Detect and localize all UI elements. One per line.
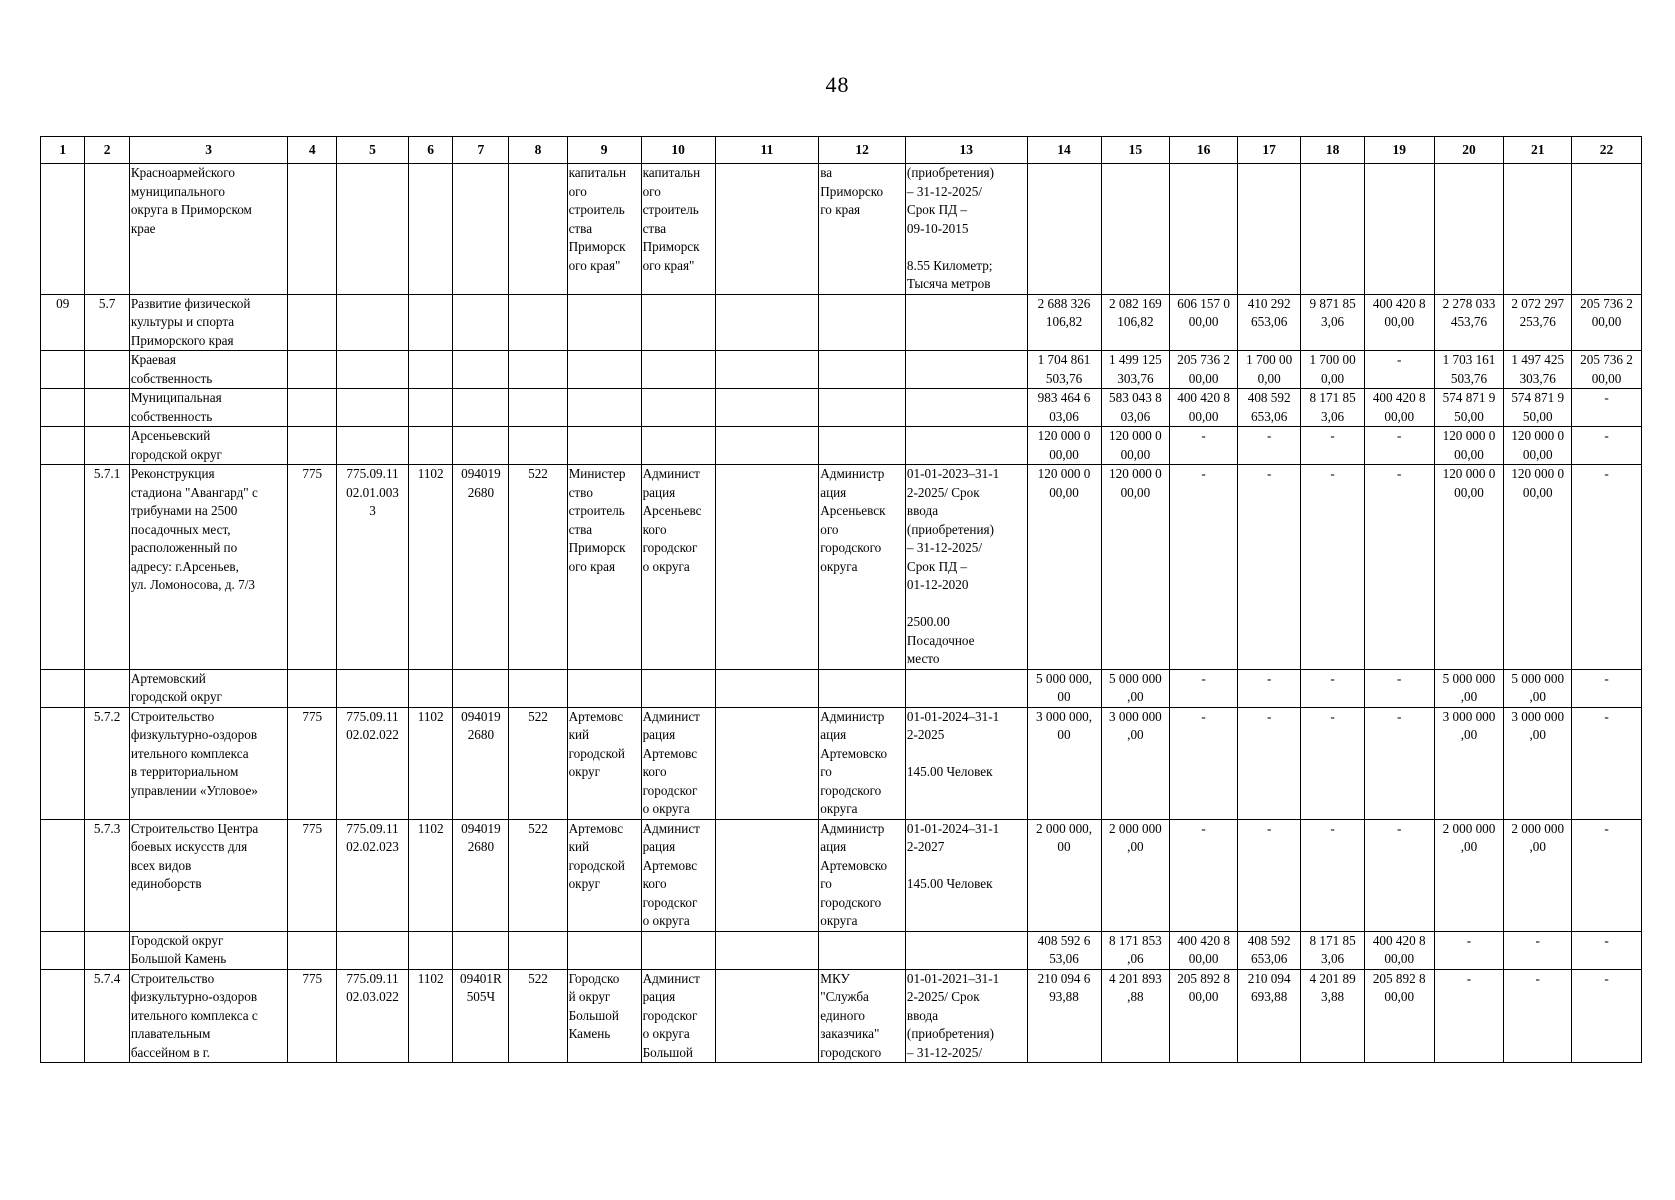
cell-col-20: 120 000 0 00,00 <box>1434 427 1504 465</box>
cell-col-9 <box>567 669 641 707</box>
cell-col-12 <box>819 389 906 427</box>
cell-col-10: Админист рация Артемовс кого городског о округа <box>641 819 715 931</box>
cell-col-15: 2 000 000 ,00 <box>1101 819 1170 931</box>
cell-col-7 <box>453 669 509 707</box>
cell-col-19: - <box>1364 465 1434 670</box>
cell-col-7 <box>453 427 509 465</box>
cell-col-14: 120 000 0 00,00 <box>1027 465 1101 670</box>
cell-col-12: Администр ация Арсеньевск ого городского округа <box>819 465 906 670</box>
cell-col-10: Админист рация городског о округа Большой <box>641 969 715 1063</box>
cell-col-16: - <box>1170 427 1238 465</box>
cell-col-21: 3 000 000 ,00 <box>1504 707 1572 819</box>
cell-col-18: 8 171 85 3,06 <box>1301 931 1364 969</box>
cell-col-12: Администр ация Артемовско го городского округа <box>819 707 906 819</box>
cell-col-14 <box>1027 164 1101 295</box>
cell-col-3: Строительство физкультурно-оздоров ительного комплекса с плавательным бассейном в г. <box>129 969 288 1063</box>
table-row <box>41 427 1642 465</box>
cell-col-1 <box>41 465 85 670</box>
cell-col-15: 3 000 000 ,00 <box>1101 707 1170 819</box>
column-header-18: 18 <box>1301 137 1364 164</box>
cell-col-3: Арсеньевский городской округ <box>129 427 288 465</box>
cell-col-6 <box>408 931 452 969</box>
cell-col-18 <box>1301 164 1364 295</box>
table-row <box>41 465 1642 670</box>
cell-col-19: - <box>1364 707 1434 819</box>
cell-col-18: - <box>1301 669 1364 707</box>
cell-col-3: Строительство физкультурно-оздоров ительного комплекса в территориальном управлении «Угловое» <box>129 707 288 819</box>
cell-col-10 <box>641 931 715 969</box>
cell-col-18: - <box>1301 707 1364 819</box>
cell-col-3: Муниципальная собственность <box>129 389 288 427</box>
cell-col-15: 8 171 853 ,06 <box>1101 931 1170 969</box>
column-header-4: 4 <box>288 137 337 164</box>
cell-col-7 <box>453 351 509 389</box>
cell-col-3: Артемовский городской округ <box>129 669 288 707</box>
cell-col-13: 01-01-2024–31-1 2-2027 145.00 Человек <box>905 819 1027 931</box>
cell-col-7 <box>453 931 509 969</box>
column-header-13: 13 <box>905 137 1027 164</box>
cell-col-20 <box>1434 164 1504 295</box>
cell-col-12 <box>819 669 906 707</box>
cell-col-15 <box>1101 164 1170 295</box>
cell-col-13 <box>905 669 1027 707</box>
table-row <box>41 931 1642 969</box>
cell-col-12 <box>819 931 906 969</box>
cell-col-4: 775 <box>288 819 337 931</box>
cell-col-15: 120 000 0 00,00 <box>1101 465 1170 670</box>
cell-col-22: - <box>1572 669 1642 707</box>
cell-col-16: 400 420 8 00,00 <box>1170 931 1238 969</box>
cell-col-8: 522 <box>509 969 567 1063</box>
cell-col-2: 5.7.2 <box>85 707 129 819</box>
cell-col-21: - <box>1504 931 1572 969</box>
cell-col-6 <box>408 669 452 707</box>
table-row <box>41 969 1642 1063</box>
column-header-11: 11 <box>715 137 819 164</box>
cell-col-13 <box>905 294 1027 351</box>
cell-col-2: 5.7.1 <box>85 465 129 670</box>
cell-col-4 <box>288 427 337 465</box>
cell-col-10 <box>641 389 715 427</box>
table-row <box>41 294 1642 351</box>
header-row <box>41 137 1642 164</box>
cell-col-4 <box>288 931 337 969</box>
cell-col-19: 205 892 8 00,00 <box>1364 969 1434 1063</box>
table-row <box>41 819 1642 931</box>
cell-col-17: 408 592 653,06 <box>1237 931 1300 969</box>
column-header-21: 21 <box>1504 137 1572 164</box>
cell-col-19 <box>1364 164 1434 295</box>
cell-col-16: - <box>1170 707 1238 819</box>
column-header-15: 15 <box>1101 137 1170 164</box>
cell-col-20: 1 703 161 503,76 <box>1434 351 1504 389</box>
cell-col-17: 410 292 653,06 <box>1237 294 1300 351</box>
cell-col-2 <box>85 427 129 465</box>
cell-col-14: 408 592 6 53,06 <box>1027 931 1101 969</box>
column-header-5: 5 <box>337 137 409 164</box>
cell-col-6 <box>408 427 452 465</box>
cell-col-22: - <box>1572 389 1642 427</box>
cell-col-12 <box>819 427 906 465</box>
cell-col-22: - <box>1572 427 1642 465</box>
cell-col-14: 210 094 6 93,88 <box>1027 969 1101 1063</box>
budget-table <box>40 136 1642 1063</box>
cell-col-5 <box>337 427 409 465</box>
cell-col-3: Реконструкция стадиона "Авангард" с трибунами на 2500 посадочных мест, расположенный по адресу: г.Арсеньев, ул. Ломоносова, д. 7/3 <box>129 465 288 670</box>
cell-col-16 <box>1170 164 1238 295</box>
cell-col-14: 983 464 6 03,06 <box>1027 389 1101 427</box>
cell-col-9 <box>567 931 641 969</box>
cell-col-12 <box>819 294 906 351</box>
column-header-16: 16 <box>1170 137 1238 164</box>
table-row <box>41 389 1642 427</box>
cell-col-14: 5 000 000, 00 <box>1027 669 1101 707</box>
cell-col-8: 522 <box>509 707 567 819</box>
cell-col-8: 522 <box>509 819 567 931</box>
cell-col-2 <box>85 351 129 389</box>
cell-col-14: 2 000 000, 00 <box>1027 819 1101 931</box>
cell-col-13: 01-01-2024–31-1 2-2025 145.00 Человек <box>905 707 1027 819</box>
cell-col-16: - <box>1170 465 1238 670</box>
cell-col-9 <box>567 351 641 389</box>
cell-col-5 <box>337 351 409 389</box>
cell-col-20: - <box>1434 931 1504 969</box>
cell-col-13: 01-01-2023–31-1 2-2025/ Срок ввода (приобретения) – 31-12-2025/ Срок ПД – 01-12-2020 2500.00 Посадочное место <box>905 465 1027 670</box>
cell-col-11 <box>715 427 819 465</box>
cell-col-15: 1 499 125 303,76 <box>1101 351 1170 389</box>
cell-col-5: 775.09.11 02.02.023 <box>337 819 409 931</box>
column-header-19: 19 <box>1364 137 1434 164</box>
cell-col-9 <box>567 294 641 351</box>
cell-col-13 <box>905 351 1027 389</box>
column-header-1: 1 <box>41 137 85 164</box>
cell-col-9 <box>567 389 641 427</box>
column-header-2: 2 <box>85 137 129 164</box>
cell-col-11 <box>715 931 819 969</box>
cell-col-22: - <box>1572 969 1642 1063</box>
cell-col-22: - <box>1572 707 1642 819</box>
column-header-7: 7 <box>453 137 509 164</box>
cell-col-21: 120 000 0 00,00 <box>1504 427 1572 465</box>
cell-col-21: 2 072 297 253,76 <box>1504 294 1572 351</box>
cell-col-21: - <box>1504 969 1572 1063</box>
cell-col-4 <box>288 164 337 295</box>
cell-col-1 <box>41 931 85 969</box>
cell-col-6: 1102 <box>408 969 452 1063</box>
cell-col-20: - <box>1434 969 1504 1063</box>
cell-col-17: - <box>1237 819 1300 931</box>
cell-col-2: 5.7 <box>85 294 129 351</box>
table-row <box>41 351 1642 389</box>
cell-col-8 <box>509 931 567 969</box>
cell-col-7 <box>453 389 509 427</box>
cell-col-5 <box>337 669 409 707</box>
column-header-17: 17 <box>1237 137 1300 164</box>
cell-col-9 <box>567 427 641 465</box>
cell-col-2 <box>85 669 129 707</box>
cell-col-18: - <box>1301 465 1364 670</box>
cell-col-20: 574 871 9 50,00 <box>1434 389 1504 427</box>
cell-col-11 <box>715 294 819 351</box>
cell-col-4 <box>288 294 337 351</box>
cell-col-19: 400 420 8 00,00 <box>1364 294 1434 351</box>
cell-col-19: - <box>1364 819 1434 931</box>
cell-col-14: 2 688 326 106,82 <box>1027 294 1101 351</box>
cell-col-6 <box>408 351 452 389</box>
cell-col-11 <box>715 819 819 931</box>
cell-col-10: Админист рация Арсеньевс кого городског о округа <box>641 465 715 670</box>
cell-col-8 <box>509 294 567 351</box>
cell-col-22: - <box>1572 931 1642 969</box>
column-header-6: 6 <box>408 137 452 164</box>
cell-col-7: 094019 2680 <box>453 819 509 931</box>
column-header-14: 14 <box>1027 137 1101 164</box>
cell-col-1 <box>41 351 85 389</box>
column-header-12: 12 <box>819 137 906 164</box>
cell-col-11 <box>715 969 819 1063</box>
cell-col-1 <box>41 669 85 707</box>
cell-col-16: - <box>1170 819 1238 931</box>
cell-col-19: - <box>1364 427 1434 465</box>
cell-col-1 <box>41 707 85 819</box>
cell-col-13 <box>905 389 1027 427</box>
cell-col-17: 210 094 693,88 <box>1237 969 1300 1063</box>
cell-col-17: 1 700 00 0,00 <box>1237 351 1300 389</box>
cell-col-11 <box>715 351 819 389</box>
column-header-3: 3 <box>129 137 288 164</box>
cell-col-21: 1 497 425 303,76 <box>1504 351 1572 389</box>
cell-col-10: Админист рация Артемовс кого городског о округа <box>641 707 715 819</box>
cell-col-1 <box>41 164 85 295</box>
cell-col-19: 400 420 8 00,00 <box>1364 931 1434 969</box>
cell-col-9: капитальн ого строитель ства Приморск ого края" <box>567 164 641 295</box>
cell-col-1 <box>41 819 85 931</box>
cell-col-18: 9 871 85 3,06 <box>1301 294 1364 351</box>
cell-col-3: Краевая собственность <box>129 351 288 389</box>
cell-col-3: Городской округ Большой Камень <box>129 931 288 969</box>
cell-col-12 <box>819 351 906 389</box>
cell-col-18: - <box>1301 819 1364 931</box>
cell-col-1 <box>41 969 85 1063</box>
cell-col-11 <box>715 707 819 819</box>
cell-col-22: - <box>1572 465 1642 670</box>
cell-col-20: 5 000 000 ,00 <box>1434 669 1504 707</box>
cell-col-9: Артемовс кий городской округ <box>567 707 641 819</box>
column-header-9: 9 <box>567 137 641 164</box>
cell-col-8 <box>509 427 567 465</box>
page-number: 48 <box>825 72 850 97</box>
cell-col-11 <box>715 669 819 707</box>
cell-col-14: 120 000 0 00,00 <box>1027 427 1101 465</box>
cell-col-9: Министер ство строитель ства Приморск ого края <box>567 465 641 670</box>
cell-col-13: (приобретения) – 31-12-2025/ Срок ПД – 09-10-2015 8.55 Километр; Тысяча метров <box>905 164 1027 295</box>
column-header-20: 20 <box>1434 137 1504 164</box>
cell-col-11 <box>715 164 819 295</box>
cell-col-18: 1 700 00 0,00 <box>1301 351 1364 389</box>
cell-col-7: 094019 2680 <box>453 465 509 670</box>
cell-col-5: 775.09.11 02.03.022 <box>337 969 409 1063</box>
cell-col-5 <box>337 294 409 351</box>
cell-col-8 <box>509 389 567 427</box>
cell-col-13 <box>905 427 1027 465</box>
cell-col-12: Администр ация Артемовско го городского округа <box>819 819 906 931</box>
cell-col-6 <box>408 164 452 295</box>
cell-col-2: 5.7.4 <box>85 969 129 1063</box>
cell-col-6: 1102 <box>408 819 452 931</box>
cell-col-19: - <box>1364 351 1434 389</box>
cell-col-21: 5 000 000 ,00 <box>1504 669 1572 707</box>
cell-col-22: 205 736 2 00,00 <box>1572 294 1642 351</box>
column-header-10: 10 <box>641 137 715 164</box>
cell-col-17: 408 592 653,06 <box>1237 389 1300 427</box>
cell-col-7 <box>453 294 509 351</box>
cell-col-1 <box>41 389 85 427</box>
cell-col-17: - <box>1237 669 1300 707</box>
cell-col-22 <box>1572 164 1642 295</box>
cell-col-12: ва Приморско го края <box>819 164 906 295</box>
cell-col-16: - <box>1170 669 1238 707</box>
cell-col-3: Красноармейского муниципального округа в Приморском крае <box>129 164 288 295</box>
column-header-22: 22 <box>1572 137 1642 164</box>
cell-col-21: 2 000 000 ,00 <box>1504 819 1572 931</box>
cell-col-1: 09 <box>41 294 85 351</box>
table-row <box>41 164 1642 295</box>
cell-col-2 <box>85 389 129 427</box>
cell-col-21: 574 871 9 50,00 <box>1504 389 1572 427</box>
cell-col-6: 1102 <box>408 707 452 819</box>
cell-col-14: 1 704 861 503,76 <box>1027 351 1101 389</box>
cell-col-4: 775 <box>288 465 337 670</box>
cell-col-9: Городско й округ Большой Камень <box>567 969 641 1063</box>
cell-col-22: - <box>1572 819 1642 931</box>
cell-col-20: 2 278 033 453,76 <box>1434 294 1504 351</box>
cell-col-16: 205 892 8 00,00 <box>1170 969 1238 1063</box>
table-row <box>41 707 1642 819</box>
cell-col-9: Артемовс кий городской округ <box>567 819 641 931</box>
cell-col-7 <box>453 164 509 295</box>
cell-col-13: 01-01-2021–31-1 2-2025/ Срок ввода (приобретения) – 31-12-2025/ <box>905 969 1027 1063</box>
cell-col-15: 5 000 000 ,00 <box>1101 669 1170 707</box>
cell-col-11 <box>715 389 819 427</box>
cell-col-8 <box>509 164 567 295</box>
cell-col-5: 775.09.11 02.01.003 3 <box>337 465 409 670</box>
cell-col-19: 400 420 8 00,00 <box>1364 389 1434 427</box>
cell-col-10: капитальн ого строитель ства Приморск ого края" <box>641 164 715 295</box>
cell-col-4: 775 <box>288 707 337 819</box>
cell-col-19: - <box>1364 669 1434 707</box>
cell-col-15: 4 201 893 ,88 <box>1101 969 1170 1063</box>
cell-col-17: - <box>1237 465 1300 670</box>
cell-col-11 <box>715 465 819 670</box>
cell-col-15: 2 082 169 106,82 <box>1101 294 1170 351</box>
cell-col-5 <box>337 931 409 969</box>
cell-col-20: 2 000 000 ,00 <box>1434 819 1504 931</box>
cell-col-22: 205 736 2 00,00 <box>1572 351 1642 389</box>
column-header-8: 8 <box>509 137 567 164</box>
cell-col-10 <box>641 294 715 351</box>
cell-col-8 <box>509 351 567 389</box>
cell-col-18: - <box>1301 427 1364 465</box>
cell-col-4 <box>288 389 337 427</box>
cell-col-6 <box>408 294 452 351</box>
cell-col-5 <box>337 164 409 295</box>
cell-col-2 <box>85 931 129 969</box>
cell-col-15: 583 043 8 03,06 <box>1101 389 1170 427</box>
cell-col-4 <box>288 669 337 707</box>
cell-col-2 <box>85 164 129 295</box>
cell-col-2: 5.7.3 <box>85 819 129 931</box>
cell-col-5: 775.09.11 02.02.022 <box>337 707 409 819</box>
cell-col-16: 606 157 0 00,00 <box>1170 294 1238 351</box>
cell-col-8 <box>509 669 567 707</box>
cell-col-13 <box>905 931 1027 969</box>
cell-col-20: 120 000 0 00,00 <box>1434 465 1504 670</box>
cell-col-20: 3 000 000 ,00 <box>1434 707 1504 819</box>
cell-col-16: 400 420 8 00,00 <box>1170 389 1238 427</box>
cell-col-8: 522 <box>509 465 567 670</box>
cell-col-17 <box>1237 164 1300 295</box>
cell-col-4 <box>288 351 337 389</box>
cell-col-1 <box>41 427 85 465</box>
cell-col-7: 09401R 505Ч <box>453 969 509 1063</box>
cell-col-14: 3 000 000, 00 <box>1027 707 1101 819</box>
cell-col-17: - <box>1237 707 1300 819</box>
cell-col-7: 094019 2680 <box>453 707 509 819</box>
cell-col-18: 8 171 85 3,06 <box>1301 389 1364 427</box>
cell-col-21: 120 000 0 00,00 <box>1504 465 1572 670</box>
cell-col-17: - <box>1237 427 1300 465</box>
cell-col-16: 205 736 2 00,00 <box>1170 351 1238 389</box>
cell-col-4: 775 <box>288 969 337 1063</box>
cell-col-10 <box>641 669 715 707</box>
cell-col-10 <box>641 351 715 389</box>
cell-col-15: 120 000 0 00,00 <box>1101 427 1170 465</box>
cell-col-6: 1102 <box>408 465 452 670</box>
cell-col-6 <box>408 389 452 427</box>
cell-col-12: МКУ "Служба единого заказчика" городского <box>819 969 906 1063</box>
cell-col-3: Развитие физической культуры и спорта Приморского края <box>129 294 288 351</box>
table-row <box>41 669 1642 707</box>
cell-col-3: Строительство Центра боевых искусств для всех видов единоборств <box>129 819 288 931</box>
cell-col-18: 4 201 89 3,88 <box>1301 969 1364 1063</box>
cell-col-21 <box>1504 164 1572 295</box>
cell-col-5 <box>337 389 409 427</box>
cell-col-10 <box>641 427 715 465</box>
